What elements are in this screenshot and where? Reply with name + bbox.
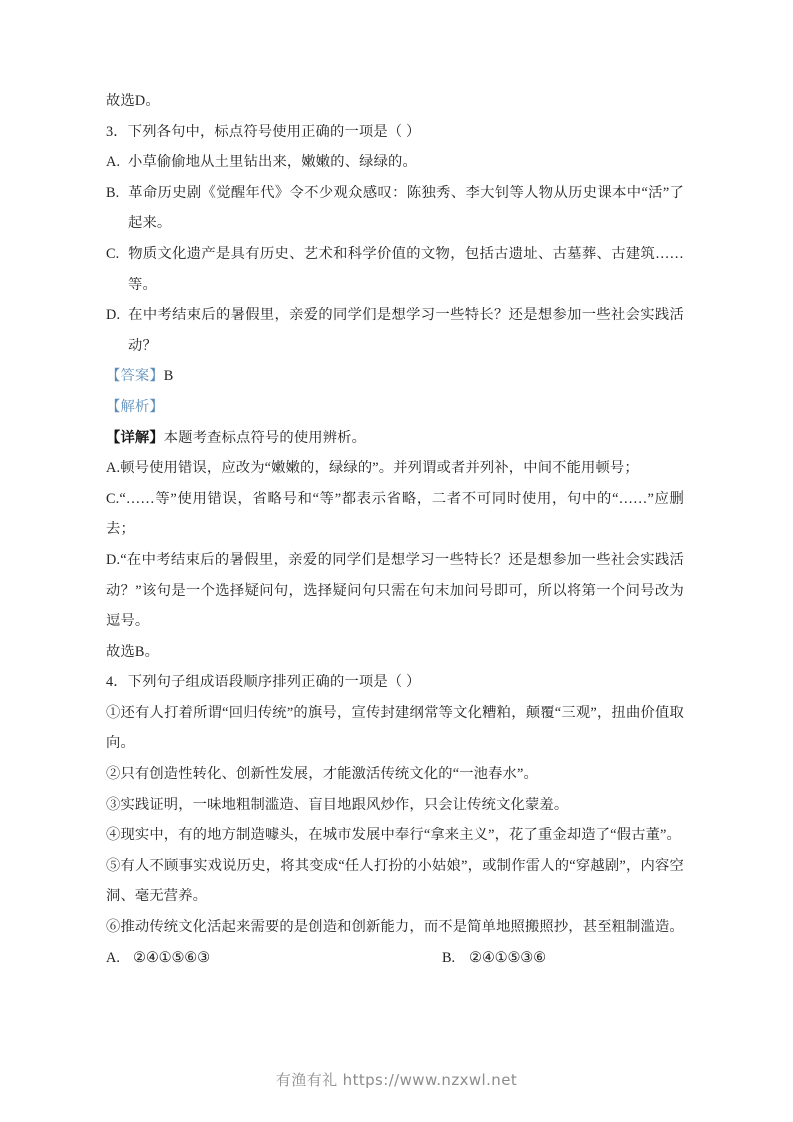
answer-line — [106, 361, 684, 392]
document-content — [106, 86, 684, 973]
option-a-label: A. — [106, 154, 121, 171]
question-4-choices — [106, 943, 684, 974]
question-3-option-c — [106, 239, 684, 300]
question-3-option-a — [106, 147, 684, 178]
previous-answer-line: 故选D。 — [106, 93, 160, 109]
site-watermark: 有渔有礼 https://www.nzxwl.net — [275, 1071, 518, 1089]
sentence-item-2: ②只有创造性转化、创新性发展，才能激活传统文化的“一池春水”。 — [106, 766, 538, 783]
sentence-item-5: ⑤有人不顾事实戏说历史，将其变成“任人打扮的小姑娘”，或制作雷人的“穿越剧”，内容空洞、毫无营养。 — [106, 857, 684, 905]
detail-explanation-line — [106, 423, 684, 454]
question-3-stem: 3．下列各句中，标点符号使用正确的一项是（ ） — [106, 123, 421, 140]
analysis-header — [106, 392, 684, 423]
choice-a-text: ②④①⑤⑥③ — [133, 949, 210, 966]
sentence-item-3: ③实践证明，一味地粗制滥造、盲目地跟风炒作，只会让传统文化蒙羞。 — [106, 796, 569, 813]
option-d-label: D. — [106, 307, 121, 324]
choice-b-text: ②④①⑤③⑥ — [469, 949, 546, 966]
detail-label: 【详解】 — [106, 429, 164, 446]
sentence-item-1: ①还有人打着所谓“回归传统”的旗号，宣传封建纲常等文化糟粕，颠覆“三观”，扭曲价值取向。 — [106, 704, 684, 752]
choice-b-label: B. — [442, 949, 456, 966]
question-3-option-b — [106, 178, 684, 239]
analysis-option-a: A.顿号使用错误，应改为“嫩嫩的，绿绿的”。并列谓或者并列补，中间不能用顿号； — [106, 460, 639, 477]
option-a-text: 小草偷偷地从土里钻出来，嫩嫩的、绿绿的。 — [128, 154, 417, 171]
analysis-option-d: D.“在中考结束后的暑假里，亲爱的同学们是想学习一些特长？还是想参加一些社会实践活动？”该句是一个选择疑问句，选择疑问句只需在句末加问号即可，所以将第一个问号改为逗号。 — [106, 551, 684, 630]
question-4-choice-a — [106, 943, 442, 974]
question-4-choice-b — [442, 943, 546, 974]
analysis-label: 【解析】 — [106, 398, 164, 415]
question-4-stem: 4．下列句子组成语段顺序排列正确的一项是（ ） — [106, 674, 421, 691]
option-c-text: 物质文化遗产是具有历史、艺术和科学价值的文物，包括古遗址、古墓葬、古建筑……等。 — [128, 245, 684, 293]
detail-text: 本题考查标点符号的使用辨析。 — [163, 429, 367, 446]
answer-value: B — [163, 368, 174, 385]
option-b-text: 革命历史剧《觉醒年代》令不少观众感叹：陈独秀、李大钊等人物从历史课本中“活”了起来。 — [128, 184, 684, 232]
option-b-label: B. — [106, 184, 120, 201]
option-c-label: C. — [106, 245, 120, 262]
analysis-option-c: C.“……等”使用错误，省略号和“等”都表示省略，二者不可同时使用，句中的“……”应删去； — [106, 490, 684, 538]
answer-label: 【答案】 — [106, 368, 164, 385]
choice-a-label: A. — [106, 949, 120, 966]
conclusion-line: 故选B。 — [106, 643, 160, 660]
option-d-text: 在中考结束后的暑假里，亲爱的同学们是想学习一些特长？还是想参加一些社会实践活动？ — [128, 307, 684, 354]
question-3-option-d — [106, 300, 684, 361]
sentence-item-6: ⑥推动传统文化活起来需要的是创造和创新能力，而不是简单地照搬照抄，甚至粗制滥造。 — [106, 919, 684, 936]
sentence-item-4: ④现实中，有的地方制造噱头，在城市发展中奉行“拿来主义”，花了重金却造了“假古董”。 — [106, 827, 681, 844]
